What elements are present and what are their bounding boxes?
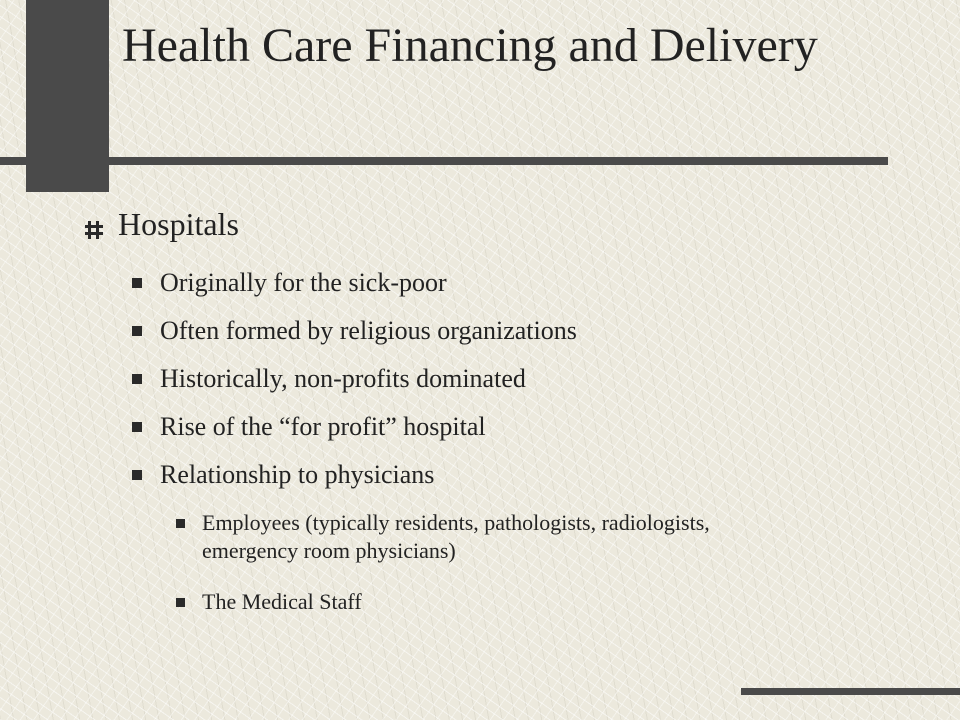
corner-accent-rule [741,688,960,695]
square-bullet-icon [176,598,185,607]
square-bullet-icon [132,422,142,432]
bullet-text: Relationship to physicians [160,460,435,489]
square-bullet-icon [132,470,142,480]
square-bullet-icon [132,374,142,384]
heading-hospitals: Hospitals [118,206,239,242]
sub-bullet-text: The Medical Staff [202,589,362,614]
title-divider-rule [0,157,888,165]
bullet-text: Rise of the “for profit” hospital [160,412,486,441]
square-bullet-icon [132,326,142,336]
bullet-text: Historically, non-profits dominated [160,364,526,393]
square-bullet-icon [132,278,142,288]
hash-bullet-icon [84,220,104,240]
bullet-text: Originally for the sick-poor [160,268,447,297]
square-bullet-icon [176,519,185,528]
slide-title: Health Care Financing and Delivery [122,19,818,72]
sub-bullet-text: Employees (typically residents, pathologists, radiologists, emergency room physicians) [202,510,710,563]
bullet-text: Often formed by religious organizations [160,316,577,345]
